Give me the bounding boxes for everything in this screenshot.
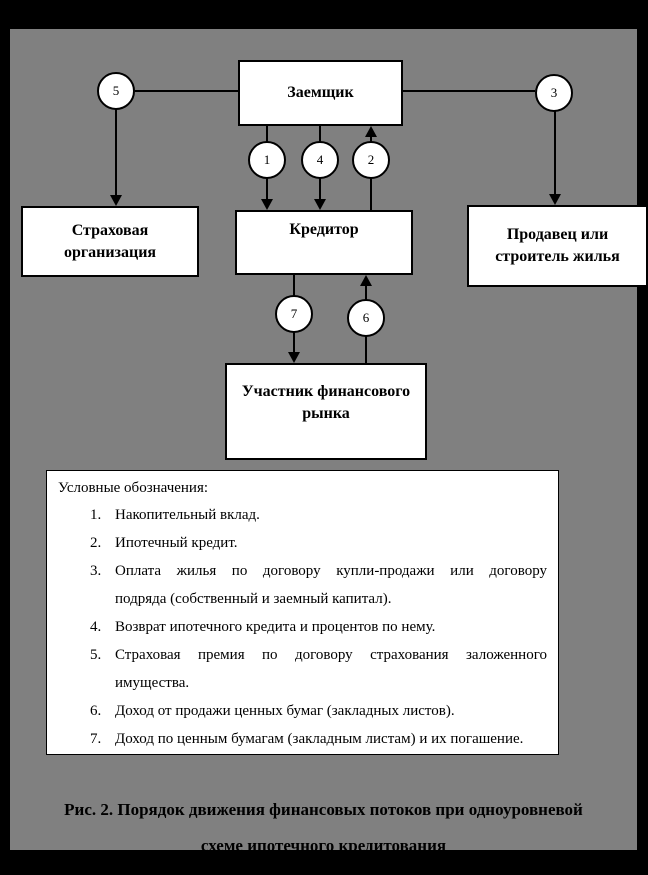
legend-item-2 bbox=[58, 529, 548, 557]
node-market bbox=[225, 363, 427, 460]
legend-item-5-text-line2: имущества. bbox=[115, 675, 190, 691]
arrow-5-line bbox=[115, 109, 117, 196]
flow-marker-3 bbox=[535, 74, 573, 112]
node-creditor-label: Кредитор bbox=[289, 221, 359, 238]
flow-marker-2 bbox=[352, 141, 390, 179]
legend-item-5 bbox=[58, 641, 548, 697]
flow-marker-4 bbox=[301, 141, 339, 179]
connector-borrower-seller bbox=[402, 90, 535, 92]
legend-item-5-number: 5. bbox=[90, 647, 102, 663]
flow-marker-1-label: 1 bbox=[263, 152, 271, 167]
figure-caption-line2: схеме ипотечного кредитования bbox=[200, 836, 447, 855]
legend-item-7-text: Доход по ценным бумагам (закладным листам) и их погашение. bbox=[115, 731, 524, 747]
legend-item-7-number: 7. bbox=[90, 731, 102, 747]
node-seller-label-line2: строитель жилья bbox=[495, 248, 620, 265]
arrow-7-head-down-icon bbox=[288, 352, 300, 363]
flow-marker-5-label: 5 bbox=[112, 83, 120, 98]
flow-marker-7-label: 7 bbox=[290, 306, 298, 321]
node-borrower-label: Заемщик bbox=[287, 84, 354, 101]
node-insurance-label-line2: организация bbox=[63, 243, 157, 261]
legend-item-6-text: Доход от продажи ценных бумаг (закладных листов). bbox=[115, 703, 455, 719]
arrow-1-head-down-icon bbox=[261, 199, 273, 210]
legend-item-3-text-line2: подряда (собственный и заемный капитал). bbox=[115, 591, 392, 607]
legend-item-3 bbox=[58, 557, 548, 613]
node-borrower bbox=[238, 60, 403, 126]
legend-item-4-number: 4. bbox=[90, 619, 102, 635]
node-seller bbox=[467, 205, 648, 287]
legend-item-3-number: 3. bbox=[90, 563, 102, 579]
arrow-6-head-up-icon bbox=[360, 275, 372, 286]
node-creditor bbox=[235, 210, 413, 275]
figure-caption-line1: Рис. 2. Порядок движения финансовых потоков при одноуровневой bbox=[64, 800, 583, 819]
legend-item-1 bbox=[58, 501, 548, 529]
legend-item-3-text-line1: Оплата жилья по договору купли-продажи или договору bbox=[115, 563, 547, 579]
node-insurance-label-line1: Страховая bbox=[71, 221, 149, 239]
flow-marker-1 bbox=[248, 141, 286, 179]
legend-item-7 bbox=[58, 725, 548, 753]
legend-item-4 bbox=[58, 613, 548, 641]
flow-marker-7 bbox=[275, 295, 313, 333]
node-seller-label-line1: Продавец или bbox=[506, 226, 609, 243]
legend-item-6 bbox=[58, 697, 548, 725]
legend-item-2-text: Ипотечный кредит. bbox=[115, 535, 238, 551]
legend-title: Условные обозначения: bbox=[58, 480, 209, 496]
legend-item-1-number: 1. bbox=[90, 507, 102, 523]
legend-item-1-text: Накопительный вклад. bbox=[115, 507, 260, 523]
legend-item-6-number: 6. bbox=[90, 703, 102, 719]
legend-item-4-text: Возврат ипотечного кредита и процентов по нему. bbox=[115, 619, 436, 635]
node-market-label-line2: рынка bbox=[302, 405, 350, 422]
figure-caption bbox=[10, 792, 637, 864]
connector-insurance-borrower bbox=[135, 90, 239, 92]
arrow-3-head-down-icon bbox=[549, 194, 561, 205]
flow-marker-3-label: 3 bbox=[550, 85, 558, 100]
flow-marker-6 bbox=[347, 299, 385, 337]
legend-item-5-text-line1: Страховая премия по договору страхования заложенного bbox=[115, 647, 547, 663]
arrow-5-head-down-icon bbox=[110, 195, 122, 206]
node-insurance bbox=[21, 206, 199, 277]
node-market-label-line1: Участник финансового bbox=[241, 383, 411, 400]
arrow-4-head-down-icon bbox=[314, 199, 326, 210]
arrow-3-line bbox=[554, 111, 556, 195]
legend-item-2-number: 2. bbox=[90, 535, 102, 551]
flow-marker-6-label: 6 bbox=[362, 310, 370, 325]
flow-marker-5 bbox=[97, 72, 135, 110]
legend-box bbox=[46, 470, 559, 755]
arrow-2-head-up-icon bbox=[365, 126, 377, 137]
flow-marker-4-label: 4 bbox=[316, 152, 324, 167]
flow-marker-2-label: 2 bbox=[367, 152, 375, 167]
